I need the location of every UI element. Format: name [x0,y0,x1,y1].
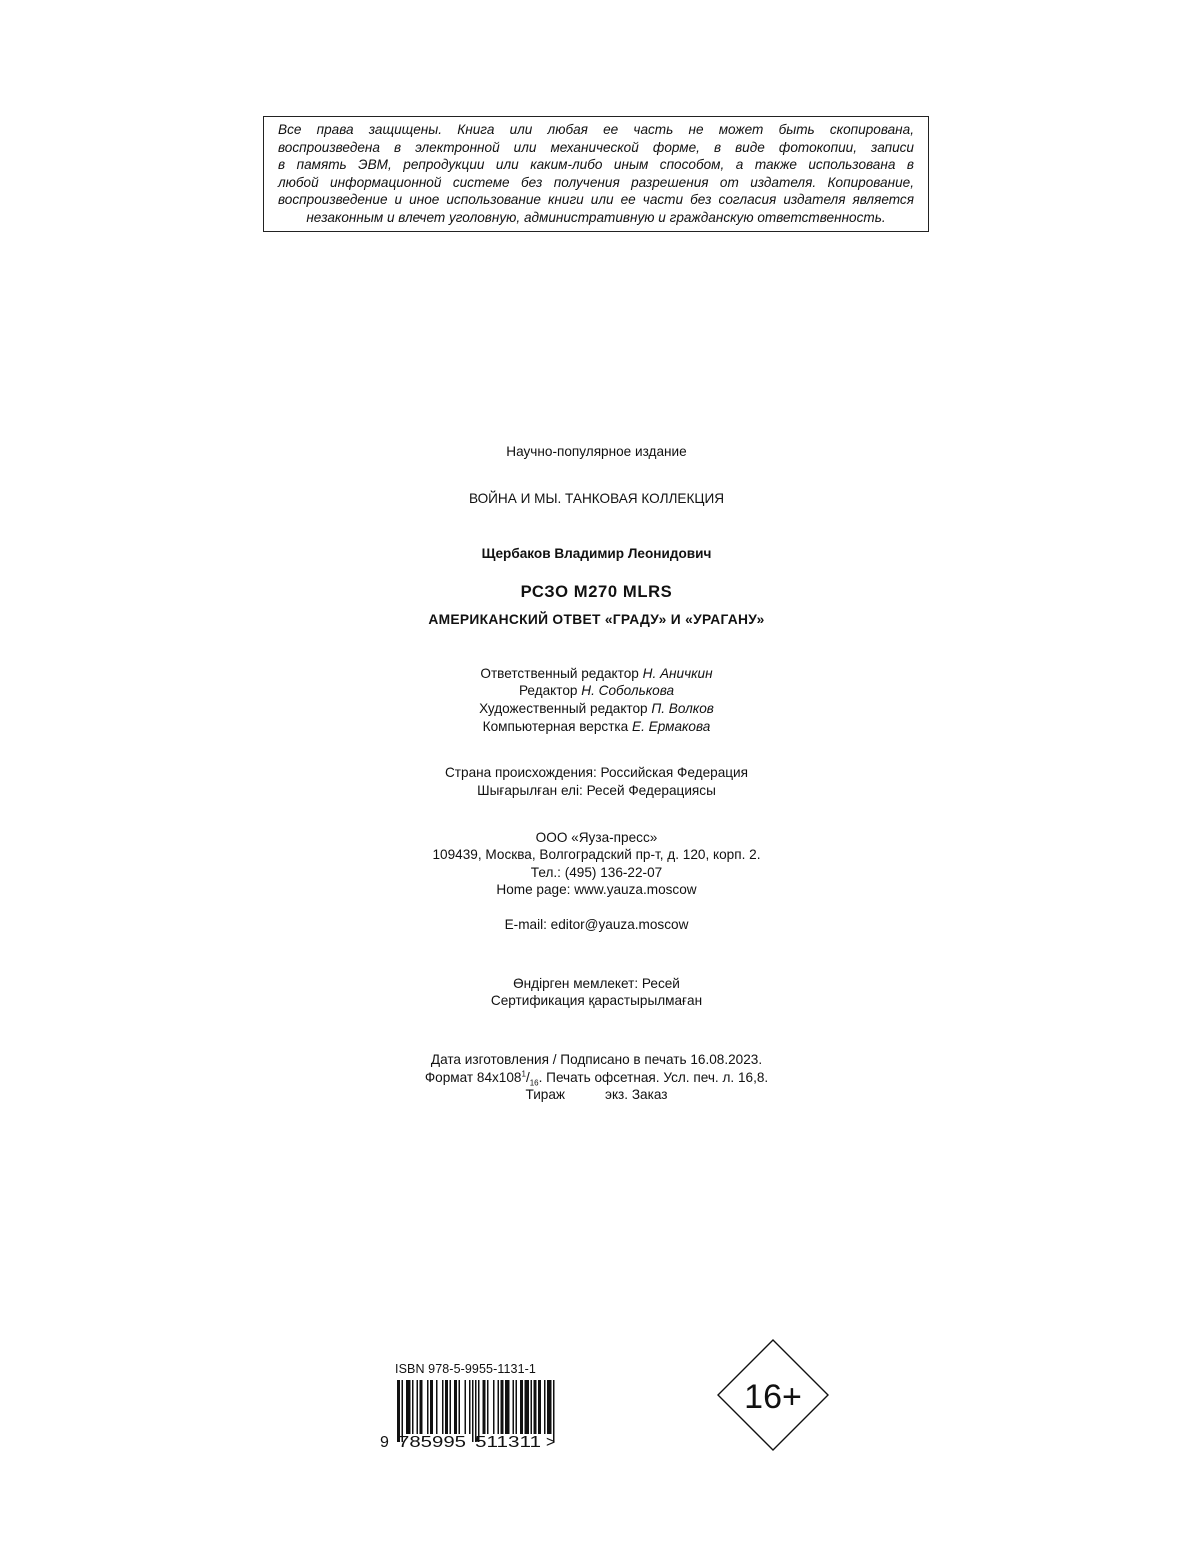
rights-line: любой информационной системе без получения разрешения от издателя. Копирование, [278,174,914,190]
barcode-bar [534,1380,537,1434]
publisher-homepage: Home page: www.yauza.moscow [496,882,697,897]
edition-type: Научно-популярное издание [506,444,687,459]
barcode-bar [397,1380,400,1442]
barcode-bar [427,1380,429,1434]
print-format: Формат $84х108^1/_{16}$. Печать офсетная. Усл. печ. л. 16,8. [424,1069,769,1088]
barcode-bar [493,1380,495,1434]
series-title: ВОЙНА И МЫ. ТАНКОВАЯ КОЛЛЕКЦИЯ [468,491,725,506]
barcode-bar [442,1380,444,1434]
origin-country-kz: Шығарылған елі: Ресей Федерациясы [477,783,716,798]
barcode-bar [417,1380,419,1434]
barcode-bar [469,1380,471,1434]
barcode-bar [412,1380,414,1434]
barcode-bar [538,1380,541,1434]
credit-line: Ответственный редактор Н. Аничкин [480,666,713,681]
barcode-bar [402,1380,404,1442]
barcode-bar [498,1380,500,1434]
credit-line: Художественный редактор П. Волков [479,701,714,716]
rights-line: воспроизведение и иное использование книги или ее части без согласия издателя является [278,192,914,208]
barcode-bar [430,1380,433,1434]
barcode-bar [472,1380,474,1442]
rights-line: незаконным и влечет уголовную, административную и гражданскую ответственность. [306,209,886,225]
barcode-bar [483,1380,486,1434]
barcode-bar [445,1380,448,1434]
barcode-digits-left: 785995 [398,1434,467,1450]
barcode-bar [450,1380,452,1434]
barcode-bar [487,1380,489,1434]
barcode-bar [454,1380,457,1434]
book-subtitle: АМЕРИКАНСКИЙ ОТВЕТ «ГРАДУ» И «УРАГАНУ» [428,612,765,627]
rights-line: Все права защищены. Книга или любая ее часть не может быть скопирована, [278,122,914,137]
print-circulation: Тираж экз. Заказ [525,1087,668,1102]
barcode-bar [459,1380,461,1434]
origin-country-ru: Страна происхождения: Российская Федерация [444,765,749,780]
publisher-email: E-mail: editor@yauza.moscow [504,917,689,932]
certification-note: Сертификация қарастырылмаған [490,993,703,1008]
age-rating-text: 16+ [744,1378,802,1416]
barcode-bar [531,1380,533,1434]
print-date: Дата изготовления / Подписано в печать 16.08.2023. [430,1052,763,1067]
barcode-bar [501,1380,504,1434]
barcode-bar [547,1380,552,1434]
rights-line: воспроизведена в электронной или механической форме, в виде фотокопии, записи [278,139,914,155]
barcode-icon [380,1378,560,1450]
credit-line: Компьютерная верстка Е. Ермакова [482,719,711,734]
publisher-phone: Тел.: (495) 136-22-07 [530,865,663,880]
barcode-end-mark: > [546,1434,556,1450]
manufacturer-country: Өндірген мемлекет: Ресей [513,976,680,991]
barcode-bar [478,1380,480,1442]
barcode-bar [516,1380,518,1434]
barcode-digit-first: 9 [380,1434,389,1450]
barcode-bar [475,1380,477,1442]
barcode-bar [513,1380,515,1434]
book-title: РСЗО М270 MLRS [520,582,673,601]
isbn-label: ISBN 978-5-9955-1131-1 [395,1362,536,1376]
barcode-bar [544,1380,546,1434]
publisher-address: 109439, Москва, Волгоградский пр-т, д. 120, корп. 2. [432,847,761,862]
author-name: Щербаков Владимир Леонидович [481,546,712,561]
barcode-bar [465,1380,467,1434]
age-rating-badge [717,1339,829,1451]
barcode-bar [520,1380,523,1434]
barcode-bar [436,1380,438,1434]
rights-line: в память ЭВМ, репродукции или каким-либо иным способом, а также использована в [278,157,914,173]
credit-line: Редактор Н. Соболькова [518,683,675,698]
publisher-name: ООО «Яуза-пресс» [535,830,658,845]
barcode-bar [553,1380,555,1442]
rights-notice [263,116,929,232]
barcode-digits-right: 511311 [475,1434,542,1450]
barcode-bar [525,1380,530,1434]
barcode-bar [505,1380,510,1434]
barcode-bar [420,1380,423,1434]
barcode-bar [406,1380,411,1434]
